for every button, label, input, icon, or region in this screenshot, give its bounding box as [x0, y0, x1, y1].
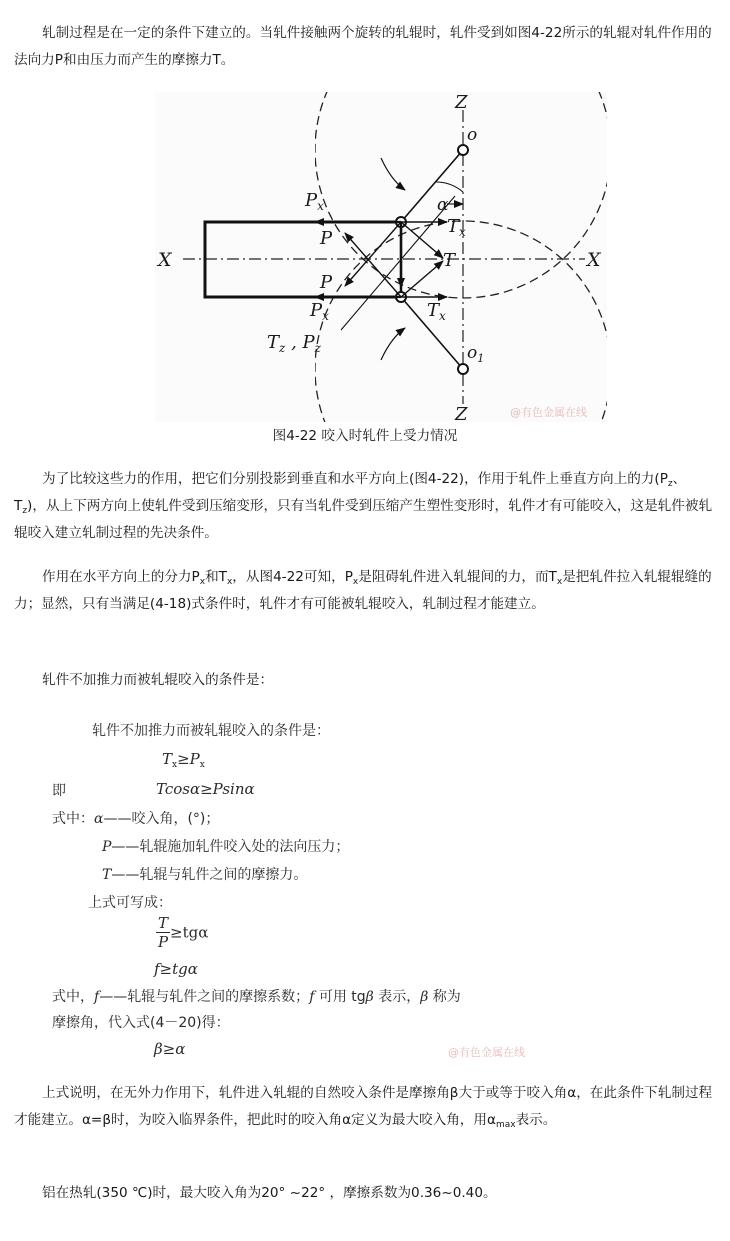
- label-x-right: X: [587, 249, 601, 271]
- lower-roll-outline: [315, 221, 607, 422]
- formula-def-p: P——轧辊施加轧件咬入处的法向压力；: [102, 839, 350, 855]
- formula-eq4: f≥tgα: [154, 960, 198, 978]
- formula-def-alpha: 式中：α——咬入角，(°)；: [52, 811, 220, 827]
- label-tx-bottom: $T_x$: [427, 300, 446, 323]
- force-diagram-figure: [155, 92, 607, 422]
- formula-ji: 即: [52, 783, 66, 799]
- formula-eq2: Tcosα≥Psinα: [156, 780, 255, 798]
- paragraph-horizontal-forces: 作用在水平方向上的分力$P_x$和$T_x$，从图4-22可知，$P_x$是阻碍轧件进入轧辊间的力，而$T_x$是把轧件拉入轧辊辊缝的力；显然，只有当满足(4-18)式条件时，轧件才有可能被轧辊咬入，轧制过程才能建立。: [14, 569, 712, 612]
- label-alpha: α: [437, 195, 449, 215]
- label-tx-top: $T_x$: [447, 216, 466, 239]
- formula-rewrite: 上式可写成：: [88, 895, 172, 911]
- label-x-left: X: [158, 249, 172, 271]
- label-px-top: $P_x$: [305, 190, 324, 213]
- formula-def-t: T——轧辊与轧件之间的摩擦力。: [102, 867, 308, 883]
- label-p-bottom: P: [320, 272, 333, 293]
- force-diagram: [155, 92, 607, 422]
- formula-def-f: 式中，f——轧辊与轧件之间的摩擦系数；f 可用 tgβ 表示，β 称为: [52, 989, 461, 1005]
- label-t: T: [443, 250, 456, 271]
- label-o: o: [467, 125, 478, 145]
- label-tz-pz: $T_z$ , $P_z$: [267, 332, 321, 355]
- formula-watermark: @有色金属在线: [448, 1046, 525, 1059]
- paragraph-intro-text: 轧制过程是在一定的条件下建立的。当轧件接触两个旋转的轧辊时，轧件受到如图4-22所示的轧辊对轧件作用的法向力P和由压力而产生的摩擦力T。: [14, 25, 712, 68]
- formula-intro: 轧件不加推力而被轧辊咬入的条件是：: [92, 723, 330, 739]
- paragraph-vertical-forces: 为了比较这些力的作用，把它们分别投影到垂直和水平方向上(图4-22)，作用于轧件上垂直方向上的力($P_z$、 $T_z$)，从上下两方向上使轧件受到压缩变形，只有当轧件受到压缩产生塑性变形时，轧件才有可能咬入，这是轧件被轧辊咬入建立轧制过程的先决条件。: [14, 471, 713, 541]
- label-o1: $o_1$: [467, 343, 485, 365]
- formula-eq1: $T_x\ge P_x$: [162, 750, 205, 770]
- formula-block: [40, 712, 600, 1072]
- label-z-bottom: Z: [455, 404, 468, 422]
- paragraph-condition-intro: 轧件不加推力而被轧辊咬入的条件是：: [42, 672, 274, 688]
- paragraph-conclusion: 上式说明，在无外力作用下，轧件进入轧辊的自然咬入条件是摩擦角β大于或等于咬入角α，在此条件下轧制过程才能建立。α=β时，为咬入临界条件，把此时的咬入角α定义为最大咬入角，用$\alpha_{max}$表示。: [14, 1085, 713, 1130]
- label-p-top: P: [320, 228, 333, 249]
- paragraph-intro: [14, 20, 716, 74]
- formula-eq3: $\frac{T}{P}$ ≥tgα: [157, 914, 209, 951]
- figure-watermark: @有色金属在线: [510, 406, 587, 419]
- formula-eq5: β≥α: [154, 1040, 186, 1058]
- upper-roll-outline: [315, 92, 607, 298]
- label-z-top: Z: [455, 92, 468, 113]
- paragraph-aluminum: 铝在热轧(350 ℃)时，最大咬入角为20° ~22° ，摩擦系数为0.36~0.40。: [42, 1185, 497, 1201]
- figure-caption: 图4-22 咬入时轧件上受力情况: [272, 428, 458, 444]
- label-px-bottom: $P_x$: [310, 300, 329, 323]
- formula-def-f-line2: 摩擦角，代入式(4－20)得：: [52, 1015, 230, 1031]
